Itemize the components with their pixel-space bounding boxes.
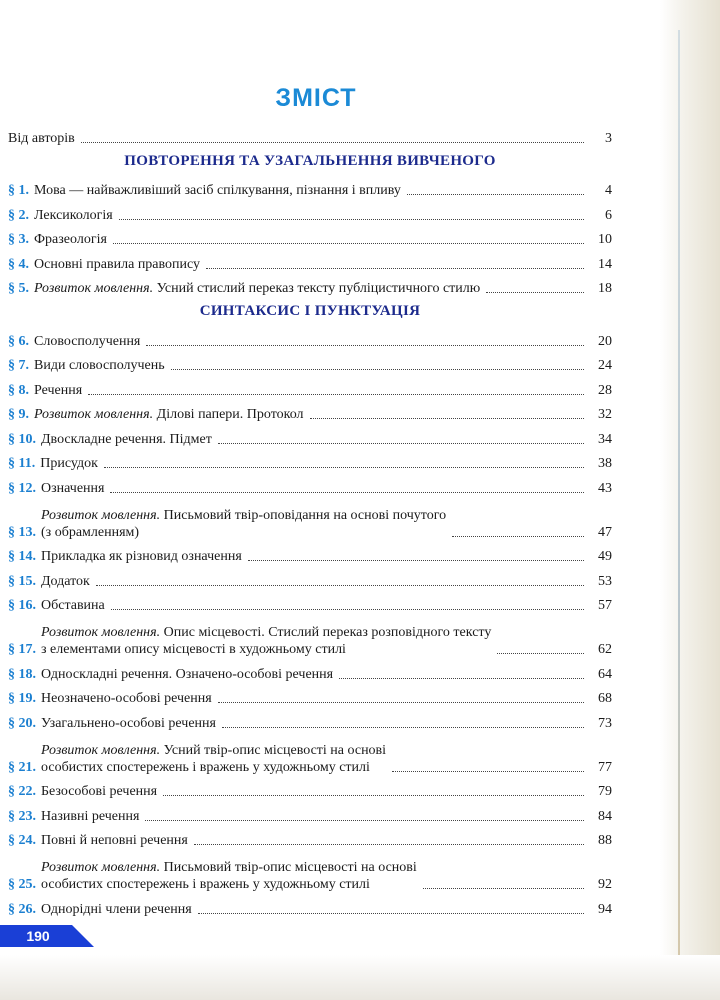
- dot-leader: [198, 913, 584, 914]
- toc-entry-label: [41, 715, 216, 732]
- toc-entry[interactable]: [8, 199, 612, 224]
- toc-entry-page: 43: [598, 480, 612, 496]
- toc-entry-label: Від авторів: [8, 130, 75, 146]
- toc-entry-text: Речення: [34, 382, 83, 398]
- toc-entry-page: 73: [598, 715, 612, 731]
- toc-entry-label: [41, 808, 139, 825]
- toc-entry-page: 77: [598, 759, 612, 775]
- section-number: § 8.: [8, 382, 29, 398]
- page-bottom-shadow: [0, 955, 720, 1000]
- toc-entry-page: 49: [598, 549, 612, 564]
- toc-entry-text: Односкладні речення. Означено-особові речення: [41, 666, 334, 682]
- section-number: § 19.: [8, 691, 36, 706]
- toc-entry-page: 92: [598, 877, 612, 892]
- toc-entry-label: [41, 480, 104, 497]
- dot-leader: [145, 820, 584, 821]
- dot-leader: [248, 560, 584, 561]
- toc-entry[interactable]: [8, 658, 612, 683]
- section-number: § 9.: [8, 407, 29, 422]
- toc-entry-text: Називні речення: [41, 808, 140, 824]
- section-heading: СИНТАКСИС І ПУНКТУАЦІЯ: [199, 303, 421, 319]
- toc-entry-label: [41, 624, 491, 658]
- section-number: § 14.: [8, 549, 36, 564]
- dot-leader: [486, 292, 584, 293]
- speech-development-tag: Розвиток мовлення.: [34, 281, 154, 296]
- toc-entry-page: 3: [605, 130, 612, 146]
- toc-entry-page: 47: [598, 524, 612, 540]
- speech-development-tag: Розвиток мовлення.: [34, 407, 154, 422]
- toc-entry-label: [34, 333, 140, 350]
- toc-entry-text: Усний твір-опис місцевості на основі: [160, 742, 387, 758]
- toc-entry-label: [34, 382, 82, 399]
- section-number: § 1.: [8, 183, 29, 198]
- toc-entry-text: Обставина: [41, 598, 105, 613]
- toc-entry-page: 57: [598, 598, 612, 613]
- dot-leader: [163, 795, 584, 796]
- toc-entry-label: [41, 573, 90, 590]
- speech-development-tag: Розвиток мовлення.: [41, 742, 161, 758]
- dot-leader: [104, 467, 584, 468]
- section-number: § 13.: [8, 524, 36, 540]
- dot-leader: [452, 536, 584, 537]
- toc-entry-page: 6: [605, 207, 612, 223]
- toc-entry-page: 62: [598, 642, 612, 657]
- toc-entry[interactable]: [8, 273, 612, 298]
- toc-entry[interactable]: [8, 825, 612, 850]
- toc-entry-page: 18: [598, 281, 612, 296]
- toc-entry-text-line2: з елементами опису місцевості в художньому стилі: [41, 642, 346, 657]
- section-number: § 15.: [8, 573, 36, 589]
- toc-entry-label: [41, 666, 333, 683]
- toc-entry-page: 14: [598, 256, 612, 272]
- speech-development-tag: Розвиток мовлення.: [41, 507, 161, 523]
- toc-entry-text-line2: особистих спостережень і вражень у художньому стилі: [41, 877, 370, 892]
- speech-development-tag: Розвиток мовлення.: [41, 860, 161, 875]
- dot-leader: [113, 243, 584, 244]
- toc-entry[interactable]: [8, 248, 612, 273]
- page-edge-line: [678, 30, 680, 970]
- toc-entry-text: Лексикологія: [34, 207, 113, 223]
- section-number: § 20.: [8, 715, 36, 731]
- toc-entry[interactable]: [8, 776, 612, 801]
- toc-entry-text: Неозначено-особові речення: [41, 691, 212, 706]
- toc-entry-page: 53: [598, 573, 612, 589]
- toc-entry-page: 68: [598, 691, 612, 706]
- toc-entry[interactable]: [8, 350, 612, 375]
- dot-leader: [407, 194, 584, 195]
- toc-entry-page: 34: [598, 431, 612, 447]
- toc-entry[interactable]: [8, 472, 612, 497]
- section-number: § 16.: [8, 598, 36, 613]
- toc-entry[interactable]: [8, 893, 612, 918]
- toc-entry-page: 10: [598, 232, 612, 247]
- dot-leader: [119, 219, 584, 220]
- page-title: ЗМІСТ: [275, 84, 357, 112]
- dot-leader: [146, 345, 584, 346]
- toc-entry[interactable]: [8, 590, 612, 615]
- table-of-contents: [8, 122, 612, 918]
- toc-entry-label: [41, 597, 105, 614]
- toc-entry-text: Додаток: [41, 573, 90, 589]
- dot-leader: [497, 653, 584, 654]
- toc-entry-page: 79: [598, 784, 612, 799]
- toc-entry-label: [34, 357, 165, 374]
- toc-entry-text: Письмовий твір-опис місцевості на основі: [160, 860, 417, 875]
- toc-entry-page: 24: [598, 358, 612, 373]
- toc-entry-text: Опис місцевості. Стислий переказ розповідного тексту: [160, 625, 492, 640]
- toc-entry[interactable]: [8, 800, 612, 825]
- toc-entry-text: Основні правила правопису: [34, 256, 201, 272]
- toc-entry-label: [34, 256, 200, 273]
- toc-entry-text: Словосполучення: [34, 333, 141, 349]
- toc-entry-page: 64: [598, 666, 612, 682]
- toc-entry-text: Однорідні члени речення: [41, 901, 192, 917]
- dot-leader: [171, 369, 584, 370]
- toc-entry-label: [41, 783, 157, 800]
- section-number: § 25.: [8, 877, 36, 892]
- section-number: § 6.: [8, 333, 29, 349]
- toc-entry-label: [41, 742, 386, 776]
- toc-entry[interactable]: [8, 732, 612, 776]
- toc-entry[interactable]: [8, 325, 612, 350]
- toc-entry-page: 88: [598, 833, 612, 848]
- toc-entry-text: Фразеологія: [34, 232, 107, 247]
- toc-entry-label: [34, 406, 304, 423]
- section-number: § 7.: [8, 358, 29, 373]
- toc-entry-text: Види словосполучень: [34, 358, 165, 373]
- toc-entry[interactable]: [8, 707, 612, 732]
- toc-entry[interactable]: [8, 374, 612, 399]
- section-number: § 5.: [8, 281, 29, 296]
- dot-leader: [206, 268, 584, 269]
- dot-leader: [392, 771, 584, 772]
- section-number: § 3.: [8, 232, 29, 247]
- dot-leader: [218, 702, 584, 703]
- toc-entry-intro[interactable]: [8, 122, 612, 147]
- toc-entry[interactable]: [8, 175, 612, 200]
- toc-entry-label: [34, 207, 113, 224]
- dot-leader: [339, 678, 584, 679]
- page-gutter-shadow: [660, 0, 720, 1000]
- toc-entry-label: [41, 548, 242, 565]
- toc-entry-text: Ділові папери. Протокол: [153, 407, 304, 422]
- toc-entry-label: [41, 431, 212, 448]
- toc-entry-text: Двоскладне речення. Підмет: [41, 431, 212, 447]
- toc-entry-page: 32: [598, 407, 612, 422]
- toc-entry-page: 20: [598, 333, 612, 349]
- toc-entry-label: [41, 507, 446, 541]
- dot-leader: [310, 418, 584, 419]
- section-number: § 11.: [8, 456, 36, 471]
- toc-entry[interactable]: [8, 497, 612, 541]
- section-number: § 10.: [8, 431, 36, 447]
- toc-entry[interactable]: [8, 565, 612, 590]
- toc-entry-text: Усний стислий переказ тексту публіцистичного стилю: [153, 281, 481, 296]
- toc-entry-label: [34, 280, 480, 297]
- toc-entry-text: Повні й неповні речення: [41, 833, 188, 848]
- section-number: § 18.: [8, 666, 36, 682]
- toc-entry-text: Письмовий твір-оповідання на основі почутого: [160, 507, 447, 523]
- toc-entry-text-line2: (з обрамленням): [41, 524, 140, 540]
- dot-leader: [96, 585, 584, 586]
- dot-leader: [218, 443, 584, 444]
- toc-entry-text: Присудок: [40, 456, 98, 471]
- page-number: 190: [26, 928, 50, 944]
- section-number: § 22.: [8, 784, 36, 799]
- toc-entry-page: 28: [598, 382, 612, 398]
- toc-entry[interactable]: [8, 399, 612, 424]
- section-heading: ПОВТОРЕННЯ ТА УЗАГАЛЬНЕННЯ ВИВЧЕНОГО: [124, 152, 496, 169]
- section-number: § 12.: [8, 480, 36, 496]
- dot-leader: [423, 888, 584, 889]
- dot-leader: [111, 609, 584, 610]
- toc-entry-text: Узагальнено-особові речення: [41, 715, 216, 731]
- dot-leader: [194, 844, 584, 845]
- section-number: § 24.: [8, 833, 36, 848]
- toc-entry-text: Безособові речення: [41, 784, 158, 799]
- dot-leader: [222, 727, 584, 728]
- toc-entry-label: [34, 182, 401, 199]
- toc-entry-label: [40, 455, 98, 472]
- toc-entry-label: [41, 690, 212, 707]
- section-number: § 4.: [8, 256, 29, 272]
- toc-entry-page: 84: [598, 808, 612, 824]
- speech-development-tag: Розвиток мовлення.: [41, 625, 161, 640]
- toc-entry[interactable]: [8, 448, 612, 473]
- toc-entry[interactable]: [8, 423, 612, 448]
- toc-entry[interactable]: [8, 541, 612, 566]
- section-number: § 2.: [8, 207, 29, 223]
- dot-leader: [88, 394, 584, 395]
- section-number: § 21.: [8, 759, 36, 775]
- toc-entry[interactable]: [8, 224, 612, 249]
- dot-leader: [110, 492, 584, 493]
- toc-entry[interactable]: [8, 849, 612, 893]
- toc-entry-text: Прикладка як різновид означення: [41, 549, 242, 564]
- toc-entry-page: 94: [598, 901, 612, 917]
- toc-entry-page: 4: [605, 183, 612, 198]
- toc-entry-page: 38: [598, 456, 612, 471]
- toc-entry-text: Означення: [41, 480, 105, 496]
- section-number: § 23.: [8, 808, 36, 824]
- section-number: § 26.: [8, 901, 36, 917]
- toc-entry[interactable]: [8, 683, 612, 708]
- toc-entry-text: Мова — найважливіший засіб спілкування, пізнання і впливу: [34, 183, 401, 198]
- toc-entry-label: [41, 859, 417, 893]
- toc-entry-text-line2: особистих спостережень і вражень у художньому стилі: [41, 759, 370, 775]
- toc-entry-label: [41, 832, 188, 849]
- dot-leader: [81, 142, 584, 143]
- toc-entry[interactable]: [8, 614, 612, 658]
- section-number: § 17.: [8, 642, 36, 657]
- toc-entry-label: [34, 231, 107, 248]
- toc-entry-label: [41, 901, 192, 918]
